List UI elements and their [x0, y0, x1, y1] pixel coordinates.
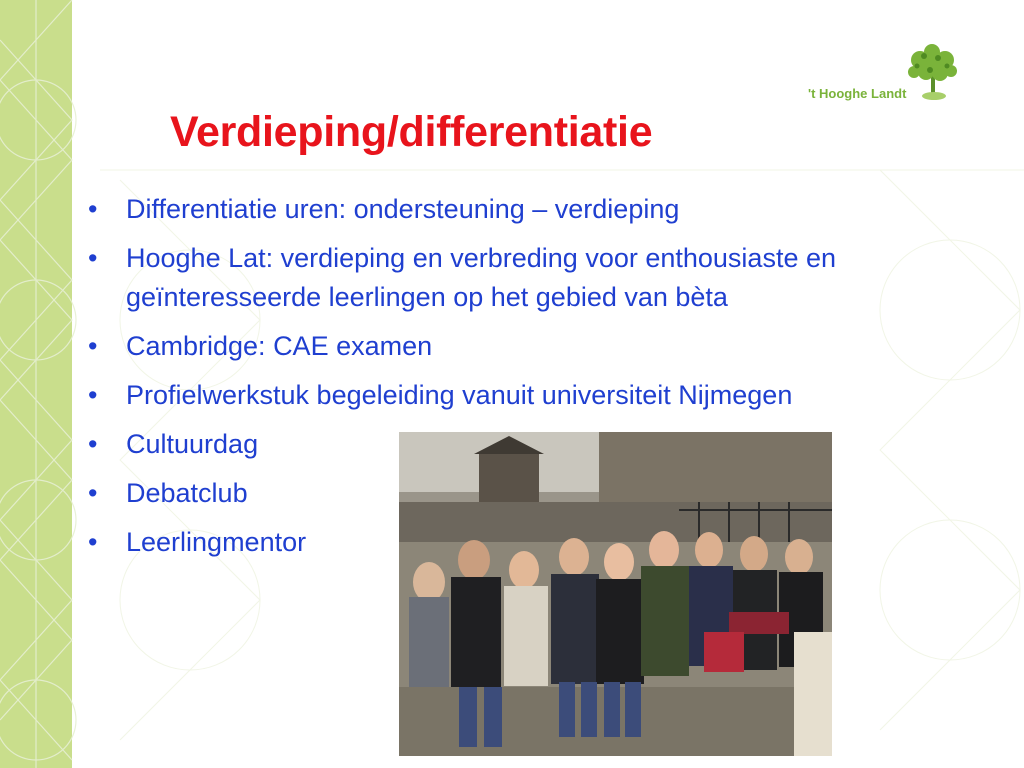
- slide-title: Verdieping/differentiatie: [170, 108, 653, 156]
- group-photo-illustration: [399, 432, 832, 756]
- bullet-text: Differentiatie uren: ondersteuning – verdieping: [126, 194, 680, 224]
- bullet-item: [88, 190, 998, 229]
- bullet-marker: •: [88, 243, 98, 273]
- bullet-text: Cambridge: CAE examen: [126, 331, 433, 361]
- bullet-text: Profielwerkstuk begeleiding vanuit universiteit Nijmegen: [126, 380, 793, 410]
- bullet-text: Leerlingmentor: [126, 527, 307, 557]
- bullet-item: [88, 239, 998, 317]
- bullet-marker: •: [88, 527, 98, 557]
- bullet-item: [88, 327, 998, 366]
- group-photo: [399, 432, 832, 756]
- bullet-text: Hooghe Lat: verdieping en verbreding voor enthousiaste en geïnteresseerde leerlingen op het gebied van bèta: [126, 243, 836, 312]
- bullet-marker: •: [88, 194, 98, 224]
- bullet-item: [88, 376, 998, 415]
- bullet-text: Cultuurdag: [126, 429, 259, 459]
- logo-wordmark: 't Hooghe Landt: [808, 86, 907, 101]
- bullet-marker: •: [88, 478, 98, 508]
- bullet-text: Debatclub: [126, 478, 248, 508]
- bullet-marker: •: [88, 429, 98, 459]
- bullet-marker: •: [88, 380, 98, 410]
- bullet-marker: •: [88, 331, 98, 361]
